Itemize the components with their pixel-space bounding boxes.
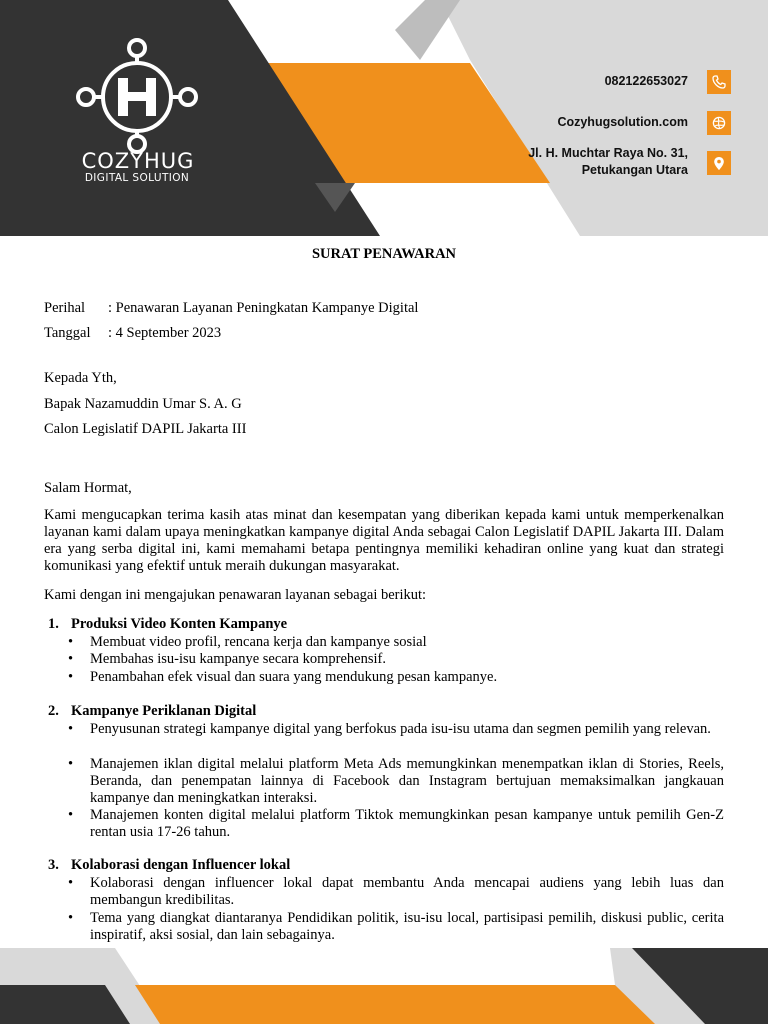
list-item: • Membuat video profil, rencana kerja dan kampanye sosial — [68, 634, 427, 650]
contact-address — [528, 145, 688, 179]
date-label: Tanggal — [44, 325, 91, 341]
footer-orange-band — [135, 985, 680, 1024]
subject-label: Perihal — [44, 300, 86, 316]
section-3-heading: 3. Kolaborasi dengan Influencer lokal — [48, 857, 291, 873]
date-value: : 4 September 2023 — [108, 325, 222, 341]
greeting: Salam Hormat, — [44, 480, 132, 496]
location-pin-icon — [707, 151, 731, 175]
recipient-line-2: Bapak Nazamuddin Umar S. A. G — [44, 396, 242, 412]
address-line-2: Petukangan Utara — [581, 163, 688, 177]
brand-name: COZYHUG — [81, 149, 195, 173]
contact-website: Cozyhugsolution.com — [557, 115, 688, 129]
list-item: • Membahas isu-isu kampanye secara komprehensif. — [68, 651, 386, 667]
phone-icon — [707, 70, 731, 94]
date-row — [44, 325, 221, 342]
list-item: • Penyusunan strategi kampanye digital yang berfokus pada isu-isu utama dan segmen pemilih yang relevan. — [68, 721, 711, 737]
header-mid-gray-shape — [395, 0, 460, 60]
list-item: • Penambahan efek visual dan suara yang mendukung pesan kampanye. — [68, 669, 498, 685]
section-2-heading: 2. Kampanye Periklanan Digital — [48, 703, 257, 719]
address-line-1: Jl. H. Muchtar Raya No. 31, — [528, 146, 688, 160]
list-item: • Manajemen konten digital melalui platform Tiktok memungkinkan pesan kampanye untuk pemilih Gen-Z rentan usia 17-26 tahun. — [68, 807, 724, 840]
intro-paragraph: Kami mengucapkan terima kasih atas minat dan kesempatan yang diberikan kepada kami untuk memperkenalkan layanan kami dalam upaya meningkatkan kampanye digital Anda sebagai Calon Legislatif DAPIL Jakarta III. Dalam era yang serba digital ini, kami memahami betapa pentingnya memiliki kehadiran online yang kuat dan strategi komunikasi yang efektif untuk meraih dukungan masyarakat. — [44, 507, 724, 574]
section-1-heading: 1. Produksi Video Konten Kampanye — [48, 616, 288, 632]
offer-intro: Kami dengan ini mengajukan penawaran layanan sebagai berikut: — [44, 587, 427, 603]
contact-phone: 082122653027 — [604, 74, 688, 88]
recipient-line-3: Calon Legislatif DAPIL Jakarta III — [44, 421, 247, 437]
subject-value: : Penawaran Layanan Peningkatan Kampanye Digital — [108, 300, 419, 316]
list-item: • Kolaborasi dengan influencer lokal dapat membantu Anda mencapai audiens yang lebih luas dan membangun kredibilitas. — [68, 875, 724, 908]
globe-icon — [707, 111, 731, 135]
list-item: • Manajemen iklan digital melalui platform Meta Ads memungkinkan menempatkan iklan di Stories, Reels, Beranda, dan penempatan lainnya di Facebook dan Instagram bertujuan memaksimalkan jangkauan kampanye dan meningkatkan interaksi. — [68, 756, 724, 806]
list-item: • Tema yang diangkat diantaranya Pendidikan politik, isu-isu local, partisipasi pemilih, diskusi public, cerita inspiratif, aksi sosial, dan lain sebagainya. — [68, 910, 724, 943]
brand-tagline: DIGITAL SOLUTION — [84, 172, 190, 184]
subject-row — [44, 300, 418, 317]
recipient-line-1: Kepada Yth, — [44, 370, 117, 386]
letter-title: SURAT PENAWARAN — [311, 246, 457, 262]
